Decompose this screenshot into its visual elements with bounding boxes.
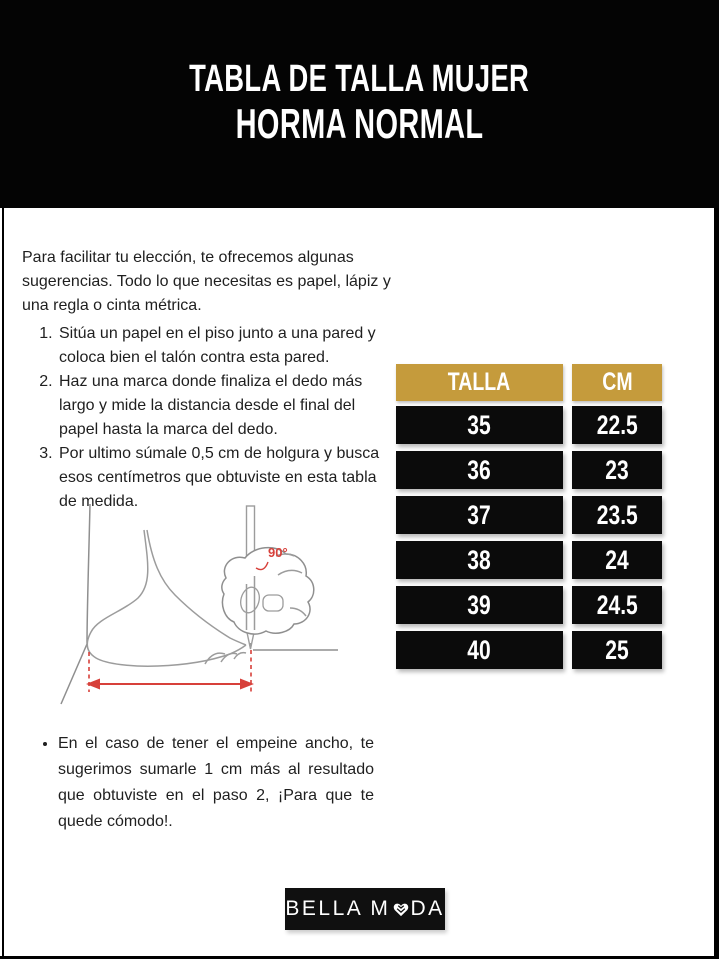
table-row <box>396 451 662 489</box>
note-text: • En el caso de tener el empeine ancho, te sugerimos sumarle 1 cm más al resultado que obtuviste en el paso 2, ¡Para que te quede cómodo!. <box>58 731 374 835</box>
hand-outline <box>222 548 314 634</box>
size-table-header-cm: CM <box>572 364 662 401</box>
size-cell-cm: 23 <box>572 451 662 489</box>
page-title-line1: TABLA DE TALLA MUJER <box>189 58 530 100</box>
note-list <box>40 731 374 835</box>
foot-measurement-illustration <box>40 480 380 720</box>
arrowhead-right <box>240 679 254 690</box>
size-cell-cm: 22.5 <box>572 406 662 444</box>
size-cell-talla: 38 <box>396 541 563 579</box>
brand-logo <box>285 888 445 930</box>
size-cell-talla: 35 <box>396 406 563 444</box>
size-cell-cm: 24.5 <box>572 586 662 624</box>
frame-border-left <box>2 208 4 959</box>
size-cell-talla: 36 <box>396 451 563 489</box>
size-table-header-talla: TALLA <box>396 364 563 401</box>
brand-text-left: BELLA M <box>285 897 391 920</box>
table-row <box>396 496 662 534</box>
size-cell-talla: 37 <box>396 496 563 534</box>
page-title-line2: HORMA NORMAL <box>235 100 484 147</box>
step-item-1: 1. Sitúa un papel en el piso junto a una pared y coloca bien el talón contra esta pared. <box>57 322 394 370</box>
size-cell-cm: 24 <box>572 541 662 579</box>
heart-icon <box>393 902 409 917</box>
angle-label: 90° <box>268 545 288 560</box>
frame-border-right <box>714 208 719 959</box>
header-banner <box>0 0 719 208</box>
step-item-2: 2. Haz una marca donde finaliza el dedo más largo y mide la distancia desde el final del papel hasta la marca del dedo. <box>57 370 394 442</box>
wall-line <box>61 504 90 704</box>
size-table-header-row <box>396 364 662 401</box>
table-row <box>396 586 662 624</box>
step-item-3: 3. Por ultimo súmale 0,5 cm de holgura y busca esos centímetros que obtuviste en esta tabla de medida. <box>57 442 394 514</box>
size-cell-cm: 25 <box>572 631 662 669</box>
size-cell-talla: 39 <box>396 586 563 624</box>
table-row <box>396 406 662 444</box>
arrowhead-left <box>86 679 100 690</box>
intro-text: Para facilitar tu elección, te ofrecemos algunas sugerencias. Todo lo que necesitas es papel, lápiz y una regla o cinta métrica. <box>22 249 391 314</box>
table-row <box>396 631 662 669</box>
size-cell-talla: 40 <box>396 631 563 669</box>
toes-detail <box>205 653 246 664</box>
table-row <box>396 541 662 579</box>
size-cell-cm: 23.5 <box>572 496 662 534</box>
brand-text-right: DA <box>410 897 445 920</box>
size-table <box>396 364 662 676</box>
